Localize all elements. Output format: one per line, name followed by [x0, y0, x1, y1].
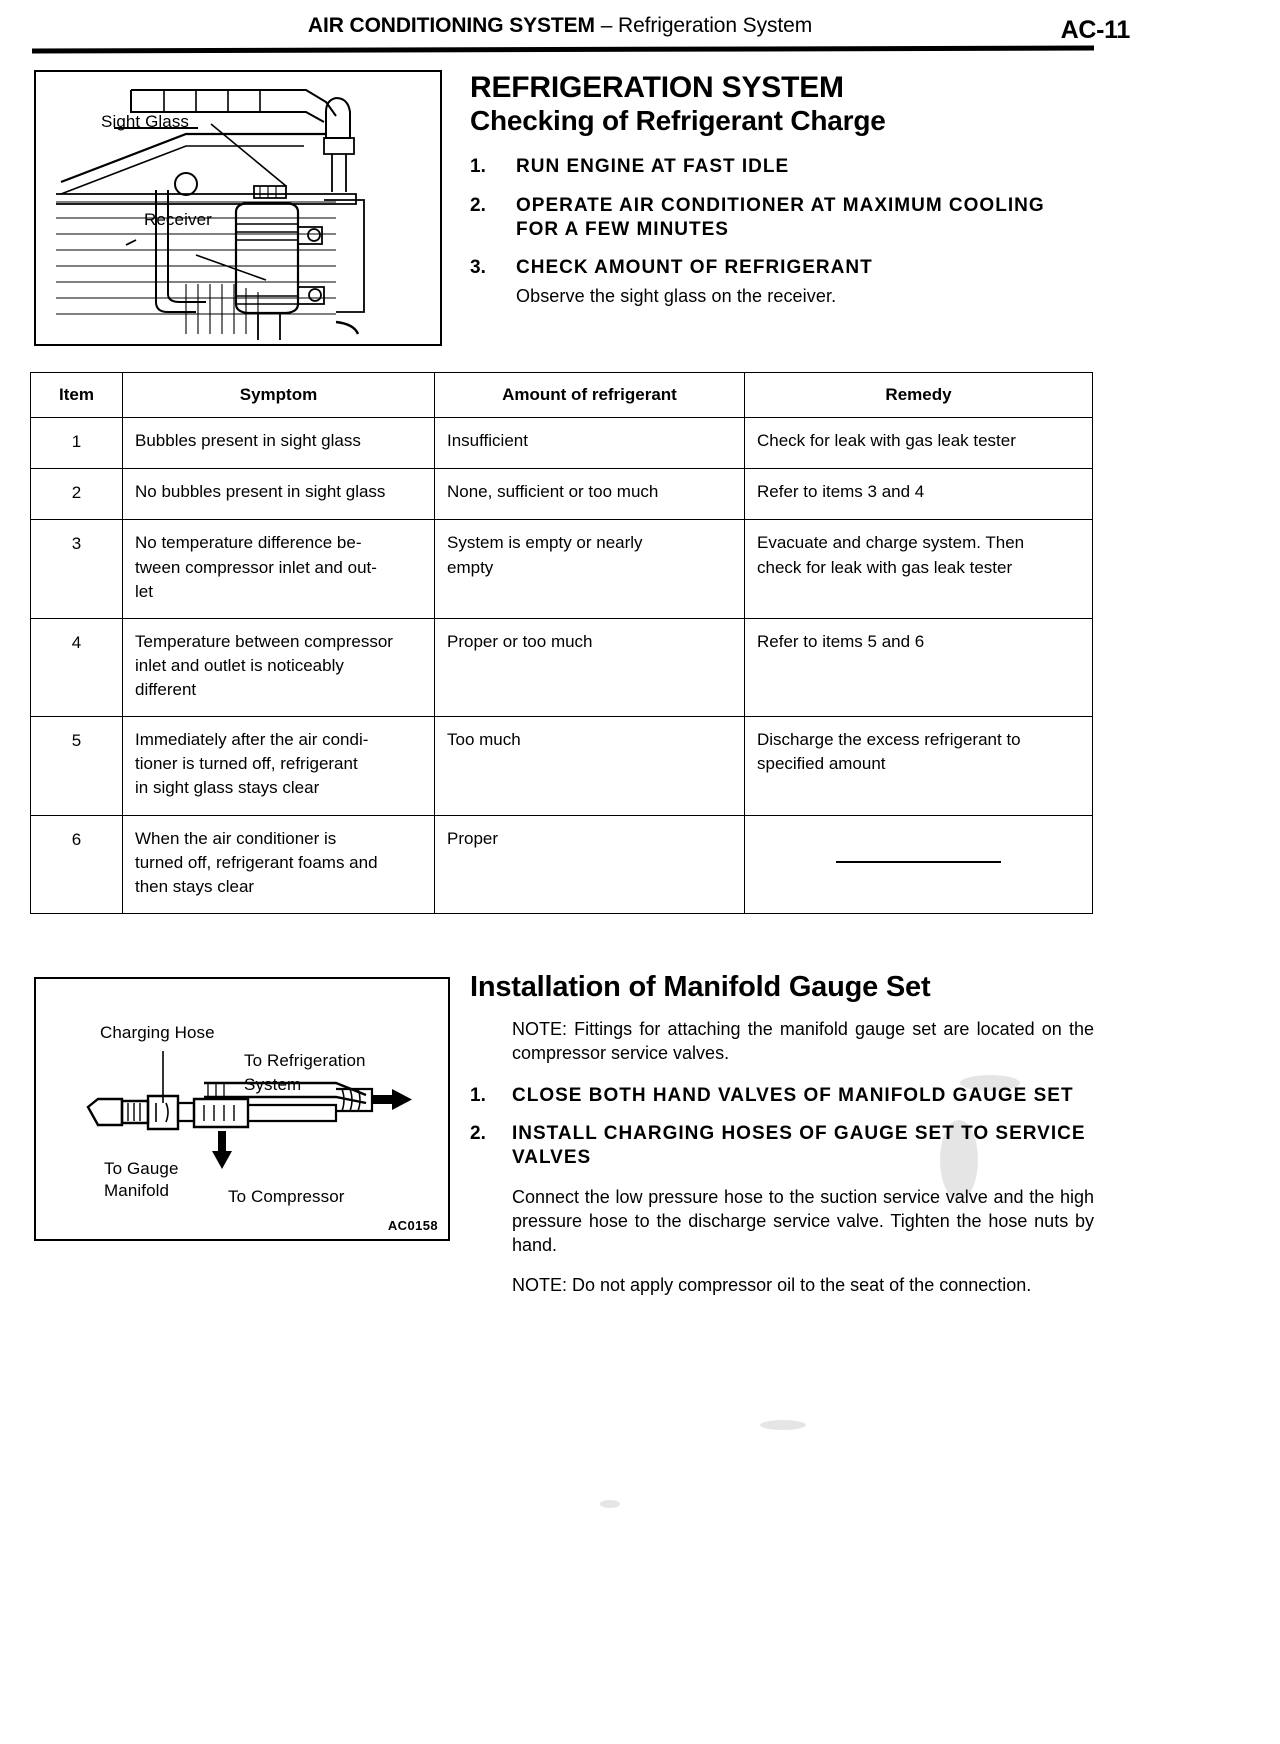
procedure-step: [470, 155, 1090, 179]
figure-label-sight-glass: Sight Glass: [101, 112, 190, 131]
figure-label-to-compressor: To Compressor: [228, 1187, 345, 1206]
figure-code: AC0158: [387, 1218, 438, 1233]
figure-label-receiver: Receiver: [144, 210, 212, 229]
table-row: [31, 618, 1093, 716]
cell-symptom: No temperature difference be- tween compressor inlet and out- let: [123, 520, 435, 618]
refrigerant-symptom-table: [30, 372, 1093, 914]
cell-item: 2: [31, 469, 123, 520]
cell-amount: Too much: [435, 717, 745, 815]
cell-remedy: Check for leak with gas leak tester: [745, 418, 1093, 469]
step-number: 2.: [470, 194, 486, 216]
scan-artifact: [760, 1420, 806, 1430]
step-body: [516, 256, 1090, 309]
step-description: Observe the sight glass on the receiver.: [516, 286, 837, 307]
column-header-amount: Amount of refrigerant: [435, 373, 745, 418]
section-subheading-checking-charge: Checking of Refrigerant Charge: [470, 105, 886, 137]
cell-item: 1: [31, 418, 123, 469]
refrigeration-section: [470, 72, 1090, 323]
cell-symptom: Immediately after the air condi- tioner is turned off, refrigerant in sight glass stays clear: [123, 717, 435, 815]
cell-remedy: Refer to items 5 and 6: [745, 618, 1093, 716]
step-number: 1.: [470, 1084, 486, 1106]
step-title: CLOSE BOTH HAND VALVES OF MANIFOLD GAUGE SET: [512, 1084, 1074, 1106]
column-header-item: Item: [31, 373, 123, 418]
figure-label-to-refrigeration-system-line2: System: [244, 1075, 302, 1094]
procedure-step: [470, 1084, 1094, 1108]
step-number: 2.: [470, 1123, 486, 1145]
cell-amount: System is empty or nearly empty: [435, 520, 745, 618]
column-header-symptom: Symptom: [123, 373, 435, 418]
cell-amount: Proper: [435, 815, 745, 913]
cell-amount: Proper or too much: [435, 618, 745, 716]
cell-symptom: No bubbles present in sight glass: [123, 469, 435, 520]
note-fittings: NOTE: Fittings for attaching the manifold gauge set are located on the compressor service valves.: [512, 1018, 1094, 1063]
step-number: 1.: [470, 156, 486, 178]
cell-amount: Insufficient: [435, 418, 745, 469]
figure-sight-glass: [34, 70, 442, 346]
sight-glass-illustration: [36, 72, 436, 340]
table-row: [31, 520, 1093, 618]
manifold-gauge-section: [470, 972, 1094, 1316]
table-header-row: [31, 373, 1093, 418]
flow-arrow-down: [212, 1131, 232, 1169]
table-row: [31, 717, 1093, 815]
cell-symptom: When the air conditioner is turned off, refrigerant foams and then stays clear: [123, 815, 435, 913]
header-title-main: AIR CONDITIONING SYSTEM: [307, 14, 595, 37]
step-title: RUN ENGINE AT FAST IDLE: [516, 156, 790, 178]
step-body: [516, 194, 1090, 243]
cell-symptom: Bubbles present in sight glass: [123, 418, 435, 469]
scan-artifact: [600, 1500, 620, 1508]
step-title: OPERATE AIR CONDITIONER AT MAXIMUM COOLING FOR A FEW MINUTES: [516, 194, 1045, 240]
note-compressor-oil: NOTE: Do not apply compressor oil to the seat of the connection.: [512, 1274, 1032, 1295]
step-body: [516, 155, 1090, 179]
cell-symptom: Temperature between compressor inlet and outlet is noticeably different: [123, 618, 435, 716]
header-title-separator: –: [594, 14, 619, 37]
cell-item: 5: [31, 717, 123, 815]
paragraph-connect-hoses: Connect the low pressure hose to the suction service valve and the high pressure hose to the discharge service valve. Tighten the hose nuts by hand.: [512, 1186, 1094, 1256]
cell-remedy: Discharge the excess refrigerant to specified amount: [745, 717, 1093, 815]
procedure-step: [470, 256, 1090, 309]
table-row: [31, 815, 1093, 913]
figure-label-charging-hose: Charging Hose: [100, 1023, 215, 1042]
step-title: CHECK AMOUNT OF REFRIGERANT: [516, 257, 873, 279]
cell-amount: None, sufficient or too much: [435, 469, 745, 520]
header-title-sub: Refrigeration System: [618, 14, 813, 37]
remedy-dash-rule: [836, 861, 1001, 865]
cell-item: 4: [31, 618, 123, 716]
flow-arrow-right: [372, 1089, 412, 1110]
column-header-remedy: Remedy: [745, 373, 1093, 418]
procedure-step: [470, 194, 1090, 243]
page-number: AC-11: [1060, 16, 1130, 44]
figure-charging-hose: [34, 977, 450, 1241]
cell-remedy: [745, 815, 1093, 913]
table-row: [31, 469, 1093, 520]
cell-item: 6: [31, 815, 123, 913]
table-row: [31, 418, 1093, 469]
page-header: [30, 14, 1090, 50]
section-heading-refrigeration: REFRIGERATION SYSTEM: [470, 71, 844, 104]
section-heading-manifold: Installation of Manifold Gauge Set: [470, 971, 931, 1003]
cell-item: 3: [31, 520, 123, 618]
step-title: INSTALL CHARGING HOSES OF GAUGE SET TO SERVICE VALVES: [512, 1123, 1086, 1169]
header-title: [30, 14, 1090, 38]
procedure-step: [470, 1122, 1094, 1171]
step-body: [512, 1122, 1094, 1171]
cell-remedy: Evacuate and charge system. Then check for leak with gas leak tester: [745, 520, 1093, 618]
figure-label-to-refrigeration-system-line1: To Refrigeration: [244, 1051, 366, 1070]
figure-label-to-gauge-manifold-line2: Manifold: [104, 1181, 170, 1200]
figure-label-to-gauge-manifold-line1: To Gauge: [104, 1159, 179, 1178]
step-number: 3.: [470, 257, 486, 279]
cell-remedy: Refer to items 3 and 4: [745, 469, 1093, 520]
step-body: [512, 1084, 1094, 1108]
